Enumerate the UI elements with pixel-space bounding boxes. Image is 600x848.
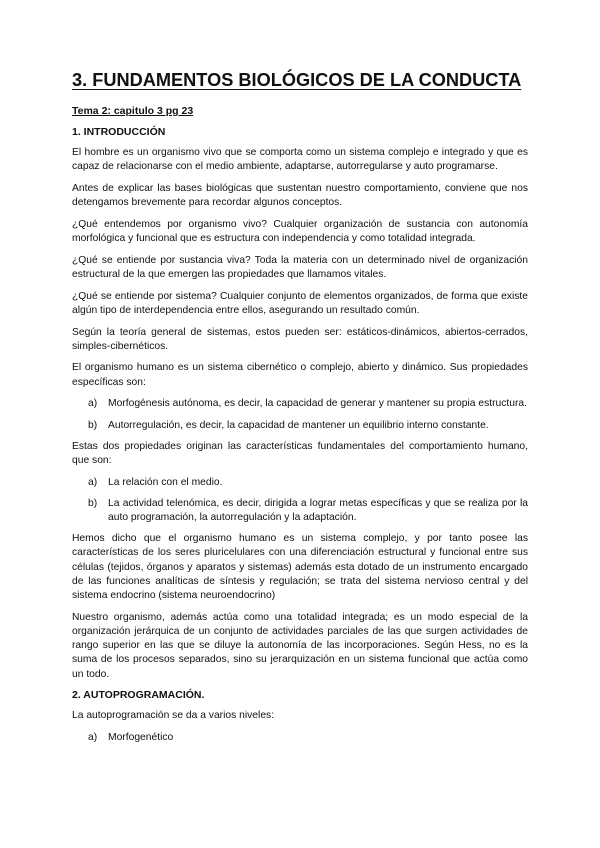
list-item [72, 397, 528, 411]
list-item [72, 497, 528, 525]
document-subtitle: Tema 2: capitulo 3 pg 23 [72, 105, 194, 117]
list-marker: a) [88, 476, 98, 488]
characteristics-list [72, 476, 528, 526]
list-item-text: La relación con el medio. [108, 476, 223, 488]
list-item-text: Morfogénesis autónoma, es decir, la capacidad de generar y mantener su propia estructura. [108, 398, 527, 410]
paragraph: La autoprogramación se da a varios niveles: [72, 710, 275, 722]
list-item [72, 476, 528, 490]
document-page [72, 70, 528, 752]
paragraph: ¿Qué se entiende por sistema? Cualquier conjunto de elementos organizados, de forma que existe algún tipo de interdependencia entre ellos, asegurando un resultado común. [72, 290, 528, 316]
paragraph: ¿Qué entendemos por organismo vivo? Cualquier organización de sustancia con autonomía morfológica y funcional que es estructura con independencia y como totalidad integrada. [72, 218, 528, 245]
paragraph: Antes de explicar las bases biológicas que sustentan nuestro comportamiento, conviene que nos detengamos brevemente para recordar algunos conceptos. [72, 182, 528, 209]
paragraph: El hombre es un organismo vivo que se comporta como un sistema complejo e integrado y que es capaz de relacionarse con el medio ambiente, adaptarse, autorregularse y auto programarse. [72, 147, 528, 173]
list-item-text: Morfogenético [108, 732, 174, 743]
list-item-text: La actividad telenómica, es decir, dirigida a lograr metas específicas y que se realiza por la auto programación, la autorregulación y la adaptación. [108, 497, 528, 524]
levels-list [72, 731, 528, 745]
section-heading-autoprogramacion: 2. AUTOPROGRAMACIÓN. [72, 689, 205, 702]
paragraph: ¿Qué se entiende por sustancia viva? Toda la materia con un determinado nivel de organización estructural de la que emergen las propiedades que llamamos vitales. [72, 254, 528, 280]
paragraph: Hemos dicho que el organismo humano es un sistema complejo, y por tanto posee las características de los seres pluricelulares con una diferenciación estructural y funcional entre sus células (tejidos, órganos y aparatos y sistemas) además esta dotado de un instrumento encargado de las funciones analíticas de síntesis y regulación; se trata del sistema nervioso central y del sistema endocrino (sistema neuroendocrino) [72, 533, 528, 602]
paragraph: El organismo humano es un sistema cibernético o complejo, abierto y dinámico. Sus propiedades específicas son: [72, 362, 528, 388]
section-heading-introduccion: 1. INTRODUCCIÓN [72, 126, 166, 138]
list-item-text: Autorregulación, es decir, la capacidad de mantener un equilibrio interno constante. [108, 419, 489, 431]
paragraph: Según la teoría general de sistemas, estos pueden ser: estáticos-dinámicos, abiertos-cerrados, simples-cibernéticos. [72, 326, 528, 352]
list-item [72, 419, 528, 433]
list-marker: b) [88, 419, 98, 431]
list-marker: a) [88, 732, 98, 743]
properties-list [72, 397, 528, 432]
paragraph: Estas dos propiedades originan las características fundamentales del comportamiento humano, que son: [72, 440, 528, 466]
paragraph: Nuestro organismo, además actúa como una totalidad integrada; es un modo especial de la organización jerárquica de un conjunto de actividades parciales de las que surgen actividades de rango superior en las que se diluye la autonomía de las incorporaciones. Según Hess, no es la suma de los procesos separados, sino su jerarquización en un sistema funcional que actúa como un todo. [72, 611, 528, 680]
list-item [72, 731, 528, 745]
list-marker: b) [88, 497, 98, 509]
document-title: 3. FUNDAMENTOS BIOLÓGICOS DE LA CONDUCTA [72, 70, 522, 90]
list-marker: a) [88, 398, 98, 410]
